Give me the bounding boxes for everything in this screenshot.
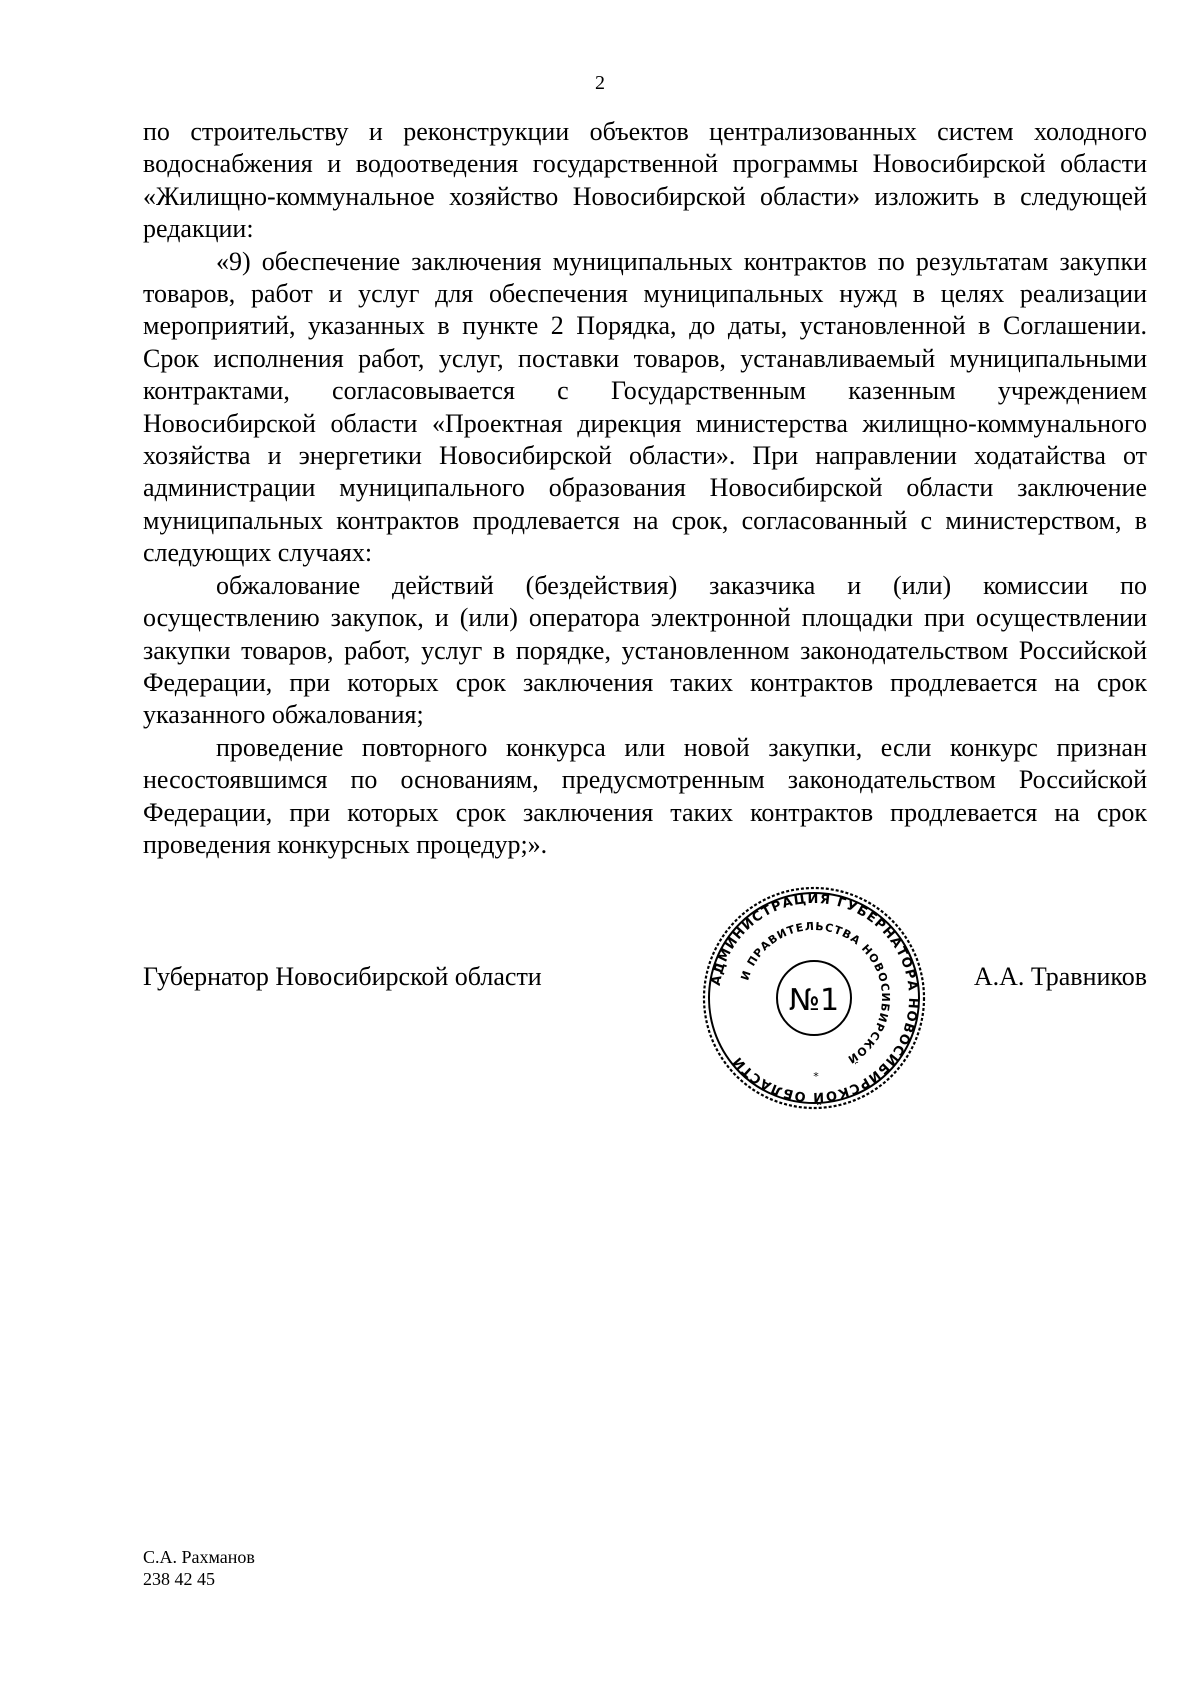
signature-block: [143, 962, 1147, 1002]
seal-outer-text: АДМИНИСТРАЦИЯ ГУБЕРНАТОРА НОВОСИБИРСКОЙ ОБЛАСТИ: [708, 891, 921, 1105]
signatory-name: А.А. Травников: [973, 962, 1147, 991]
document-body: [143, 116, 1147, 861]
paragraph-appeal-case: обжалование действий (бездействия) заказчика и (или) комиссии по осуществлению закупок, и (или) оператора электронной площадки при осуществлении закупки товаров, работ, услуг в порядке, установленном законодательством Российской Федерации, при которых срок заключения таких контрактов продлевается на срок указанного обжалования;: [143, 570, 1147, 730]
executor-phone: 238 42 45: [143, 1569, 215, 1589]
page-number: 2: [595, 72, 605, 94]
seal-inner-text: И ПРАВИТЕЛЬСТВА НОВОСИБИРСКОЙ: [738, 919, 893, 1067]
seal-star-icon: *: [813, 1070, 819, 1083]
signatory-position: Губернатор Новосибирской области: [143, 962, 542, 991]
paragraph-item-9: «9) обеспечение заключения муниципальных контрактов по результатам закупки товаров, работ и услуг для обеспечения муниципальных нужд в целях реализации мероприятий, указанных в пункте 2 Порядка, до даты, установленной в Соглашении. Срок исполнения работ, услуг, поставки товаров, устанавливаемый муниципальными контрактами, согласовывается с Государственным казенным учреждением Новосибирской области «Проектная дирекция министерства жилищно-коммунального хозяйства и энергетики Новосибирской области». При направлении ходатайства от администрации муниципального образования Новосибирской области заключение муниципальных контрактов продлевается на срок, согласованный с министерством, в следующих случаях:: [143, 246, 1147, 568]
official-seal: [702, 886, 926, 1110]
executor-block: [143, 1546, 255, 1590]
paragraph-intro: по строительству и реконструкции объектов централизованных систем холодного водоснабжения и водоотведения государственной программы Новосибирской области «Жилищно-коммунальное хозяйство Новосибирской области» изложить в следующей редакции:: [143, 117, 1147, 244]
paragraph-repeat-tender-case: проведение повторного конкурса или новой закупки, если конкурс признан несостоявшимся по основаниям, предусмотренным законодательством Российской Федерации, при которых срок заключения таких контрактов продлевается на срок проведения конкурсных процедур;».: [143, 732, 1147, 859]
executor-name: С.А. Рахманов: [143, 1547, 255, 1567]
seal-center-number: №1: [788, 983, 840, 1018]
